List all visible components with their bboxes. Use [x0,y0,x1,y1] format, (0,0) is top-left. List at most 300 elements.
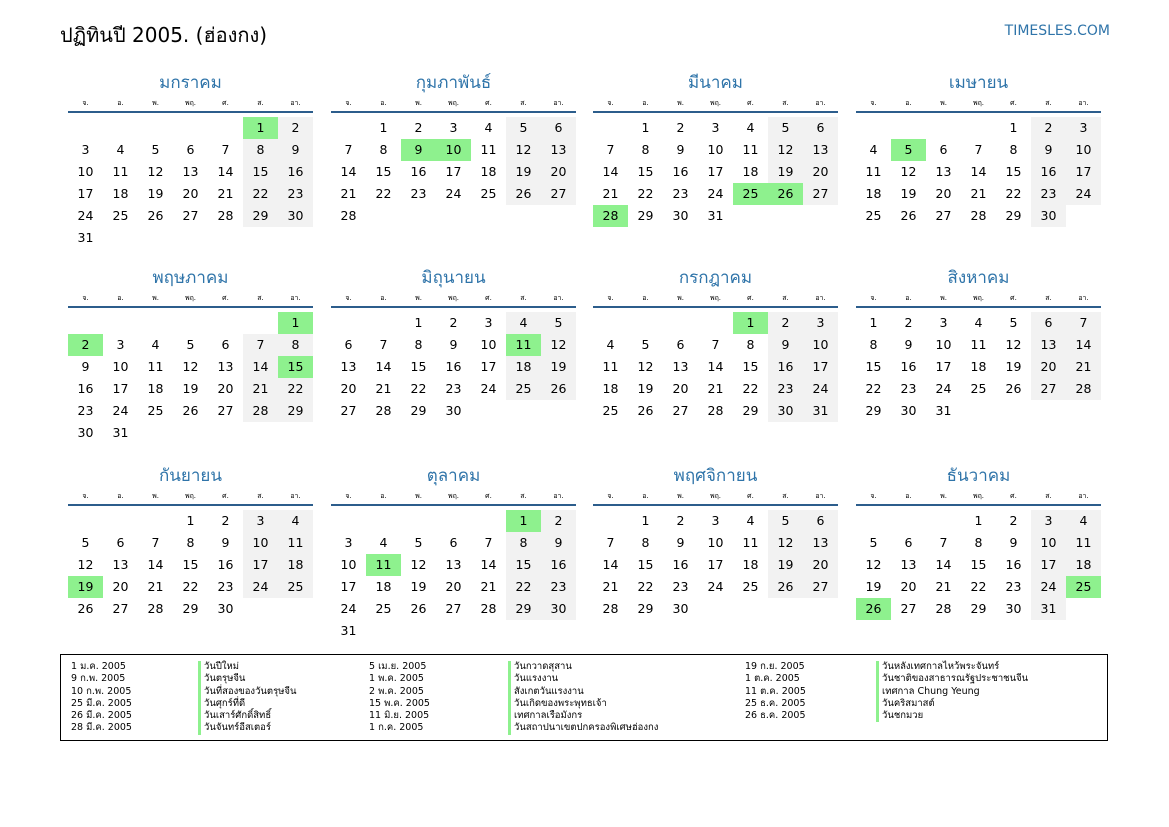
empty-day-cell [138,227,173,249]
weekday-label: ส. [1045,99,1052,107]
week-row [856,532,1101,554]
day-cell: 21 [935,579,952,594]
empty-day-cell [331,510,366,532]
day-cell: 3 [484,315,493,330]
legend-holiday-name: วันเสาร์ศักดิ์สิทธิ์ [198,710,297,722]
day-cell: 6 [116,535,125,550]
empty-day-cell [541,400,576,422]
empty-day-cell [856,117,891,139]
weekend-day-cell: 28 [243,400,278,422]
legend-date: 11 มิ.ย. 2005 [369,710,430,722]
weekday-label: ศ. [1010,99,1017,107]
day-cell: 3 [116,337,125,352]
day-cell: 27 [182,208,199,223]
weekday-label: อ. [380,294,387,302]
day-cell: 13 [182,164,199,179]
weekend-day-cell: 13 [803,139,838,161]
holiday-day-cell: 15 [278,356,313,378]
month-block [856,70,1101,227]
day-cell: 17 [935,359,952,374]
weekend-day-cell: 2 [541,510,576,532]
week-row [68,598,313,620]
day-cell: 18 [970,359,987,374]
day-cell: 18 [602,381,619,396]
empty-day-cell [103,312,138,334]
week-row [68,576,313,598]
weekday-label: พ. [677,294,684,302]
day-cell: 28 [147,601,164,616]
weekday-label: พ. [415,294,422,302]
weekend-day-cell: 29 [278,400,313,422]
day-cell: 3 [711,120,720,135]
day-cell: 28 [707,403,724,418]
weekday-label: จ. [82,492,89,500]
day-cell: 24 [707,579,724,594]
weekday-label: ศ. [1010,492,1017,500]
empty-day-cell [733,598,768,620]
day-cell: 17 [112,381,129,396]
empty-day-cell [366,510,401,532]
weekday-label: ศ. [485,492,492,500]
day-cell: 8 [746,337,755,352]
day-cell: 22 [637,579,654,594]
weekend-day-cell: 7 [1066,312,1101,334]
empty-day-cell [366,312,401,334]
weekday-label: พ. [940,294,947,302]
weekend-day-cell: 30 [541,598,576,620]
day-cell: 21 [340,186,357,201]
empty-day-cell [138,510,173,532]
week-row [331,356,576,378]
weekend-day-cell: 5 [541,312,576,334]
day-cell: 13 [340,359,357,374]
month-name: ตุลาคม [426,466,481,486]
month-block [593,265,838,422]
empty-day-cell [173,117,208,139]
day-cell: 26 [1005,381,1022,396]
day-cell: 12 [147,164,164,179]
day-cell: 21 [375,381,392,396]
day-cell: 20 [217,381,234,396]
week-row [856,378,1101,400]
empty-day-cell [506,400,541,422]
weekend-day-cell: 12 [506,139,541,161]
holiday-day-cell: 10 [436,139,471,161]
week-row [593,334,838,356]
empty-day-cell [733,205,768,227]
holiday-day-cell: 28 [593,205,628,227]
day-cell: 11 [742,142,759,157]
empty-day-cell [278,227,313,249]
weekend-day-cell: 17 [1066,161,1101,183]
day-cell: 12 [77,557,94,572]
week-row [593,312,838,334]
weekend-day-cell: 27 [1031,378,1066,400]
weekend-day-cell: 19 [541,356,576,378]
weekend-day-cell: 9 [278,139,313,161]
empty-day-cell [103,227,138,249]
weekend-day-cell: 12 [768,532,803,554]
empty-day-cell [698,598,733,620]
weekday-label: พฤ. [184,294,197,302]
day-cell: 20 [182,186,199,201]
legend-holiday-name: วันชกมวย [876,710,1028,722]
day-cell: 16 [1005,557,1022,572]
weekday-label: ศ. [747,294,754,302]
weekday-label: จ. [607,99,614,107]
empty-day-cell [401,205,436,227]
weekday-label: อา. [815,492,826,500]
empty-day-cell [926,510,961,532]
weekday-label: อ. [380,99,387,107]
day-cell: 12 [865,557,882,572]
day-cell: 4 [151,337,160,352]
week-row [68,161,313,183]
day-cell: 14 [147,557,164,572]
empty-day-cell [436,510,471,532]
holiday-day-cell: 1 [243,117,278,139]
weekday-label: พฤ. [184,99,197,107]
month-block [856,463,1101,620]
weekday-label: พฤ. [972,99,985,107]
month-block [856,265,1101,422]
weekday-label: จ. [870,294,877,302]
day-cell: 24 [480,381,497,396]
day-cell: 24 [112,403,129,418]
weekday-label: พฤ. [184,492,197,500]
weekend-day-cell: 11 [278,532,313,554]
legend-holiday-name: วันเกิดของพระพุทธเจ้า [508,698,658,710]
empty-day-cell [331,117,366,139]
empty-day-cell [471,205,506,227]
legend-holiday-name: วันแรงงาน [508,673,658,685]
weekend-day-cell: 5 [768,510,803,532]
day-cell: 27 [935,208,952,223]
weekend-day-cell: 17 [1031,554,1066,576]
week-row [856,312,1101,334]
day-cell: 4 [746,513,755,528]
day-cell: 25 [112,208,129,223]
week-row [68,227,313,249]
day-cell: 14 [340,164,357,179]
legend-holiday-name: วันตรุษจีน [198,673,297,685]
week-row [68,205,313,227]
day-cell: 23 [77,403,94,418]
empty-day-cell [803,205,838,227]
day-cell: 27 [340,403,357,418]
weekend-day-cell: 30 [1031,205,1066,227]
holiday-day-cell: 26 [856,598,891,620]
weekday-label: ส. [257,99,264,107]
day-cell: 26 [900,208,917,223]
week-row [68,554,313,576]
weekend-day-cell: 9 [1031,139,1066,161]
legend-date: 25 มี.ค. 2005 [71,697,132,709]
day-cell: 29 [637,601,654,616]
day-cell: 30 [217,601,234,616]
weekday-label: อ. [642,99,649,107]
weekday-label: พ. [415,492,422,500]
week-row [856,356,1101,378]
day-cell: 25 [375,601,392,616]
holiday-day-cell: 25 [1066,576,1101,598]
day-cell: 27 [112,601,129,616]
empty-day-cell [366,620,401,642]
weekday-label: อา. [1078,294,1089,302]
day-cell: 12 [1005,337,1022,352]
weekday-label: ส. [782,99,789,107]
holiday-day-cell: 1 [506,510,541,532]
empty-day-cell [698,312,733,334]
day-cell: 17 [340,579,357,594]
day-cell: 28 [935,601,952,616]
week-row [593,356,838,378]
day-cell: 22 [1005,186,1022,201]
day-cell: 7 [606,535,615,550]
empty-day-cell [103,117,138,139]
day-cell: 28 [970,208,987,223]
day-cell: 24 [340,601,357,616]
weekend-day-cell: 12 [768,139,803,161]
weekday-label: ศ. [747,492,754,500]
day-cell: 5 [81,535,90,550]
weekend-day-cell: 3 [1031,510,1066,532]
week-row [68,400,313,422]
weekend-day-cell: 20 [803,554,838,576]
day-cell: 30 [1005,601,1022,616]
legend-date: 10 ก.พ. 2005 [71,685,132,697]
legend-holiday-name: วันสถาปนาเขตปกครองพิเศษฮ่องกง [508,722,658,734]
weekend-day-cell: 26 [506,183,541,205]
day-cell: 9 [1009,535,1018,550]
empty-day-cell [996,400,1031,422]
day-cell: 18 [375,579,392,594]
legend-holiday-name: สังเกตวันแรงงาน [508,686,658,698]
weekday-label: พ. [152,99,159,107]
legend-date: 9 ก.พ. 2005 [71,673,126,685]
day-cell: 4 [379,535,388,550]
day-cell: 14 [602,164,619,179]
weekend-day-cell: 20 [541,161,576,183]
weekday-label: พ. [677,492,684,500]
empty-day-cell [926,117,961,139]
weekend-day-cell: 9 [541,532,576,554]
empty-day-cell [891,510,926,532]
day-cell: 11 [602,359,619,374]
day-cell: 14 [970,164,987,179]
week-row [593,378,838,400]
week-row [331,400,576,422]
weekend-day-cell: 6 [803,117,838,139]
empty-day-cell [138,422,173,444]
day-cell: 23 [410,186,427,201]
weekday-label: อ. [380,492,387,500]
day-cell: 22 [637,186,654,201]
day-cell: 1 [869,315,878,330]
week-row [68,334,313,356]
weekday-label: ส. [782,294,789,302]
weekday-label: พฤ. [709,99,722,107]
day-cell: 7 [939,535,948,550]
day-cell: 16 [672,164,689,179]
day-cell: 3 [81,142,90,157]
day-cell: 15 [637,557,654,572]
day-cell: 9 [676,142,685,157]
empty-day-cell [278,598,313,620]
day-cell: 17 [480,359,497,374]
empty-day-cell [103,510,138,532]
day-cell: 14 [480,557,497,572]
week-row [68,312,313,334]
day-cell: 18 [147,381,164,396]
day-cell: 20 [900,579,917,594]
legend-holiday-name: วันจันทร์อีสเตอร์ [198,722,297,734]
day-cell: 14 [217,164,234,179]
day-cell: 2 [449,315,458,330]
weekday-label: อา. [290,99,301,107]
weekday-header [856,489,1101,506]
weekday-label: อ. [117,294,124,302]
weekday-label: อ. [642,294,649,302]
day-cell: 26 [410,601,427,616]
empty-day-cell [471,510,506,532]
weekend-day-cell: 6 [541,117,576,139]
month-name: กรกฎาคม [678,268,753,288]
day-cell: 18 [480,164,497,179]
day-cell: 28 [217,208,234,223]
weekend-day-cell: 29 [243,205,278,227]
day-cell: 4 [606,337,615,352]
week-row [856,400,1101,422]
month-name: พฤษภาคม [152,268,229,288]
day-cell: 14 [707,359,724,374]
day-cell: 1 [641,120,650,135]
weekend-day-cell: 13 [1031,334,1066,356]
weekend-day-cell: 23 [278,183,313,205]
day-cell: 31 [935,403,952,418]
month-name: มกราคม [159,73,222,93]
day-cell: 22 [410,381,427,396]
site-link[interactable]: TIMESLES.COM [1004,23,1110,39]
weekend-day-cell: 7 [243,334,278,356]
day-cell: 25 [480,186,497,201]
day-cell: 9 [904,337,913,352]
legend-holiday-name: วันกวาดสุสาน [508,661,658,673]
day-cell: 15 [182,557,199,572]
day-cell: 22 [182,579,199,594]
weekend-day-cell: 2 [278,117,313,139]
day-cell: 11 [865,164,882,179]
day-cell: 13 [935,164,952,179]
weekday-label: พ. [677,99,684,107]
week-row [68,532,313,554]
weekend-day-cell: 27 [803,576,838,598]
holiday-day-cell: 5 [891,139,926,161]
day-cell: 10 [480,337,497,352]
weekday-label: พฤ. [709,492,722,500]
empty-day-cell [208,422,243,444]
empty-day-cell [436,620,471,642]
weekend-day-cell: 8 [506,532,541,554]
day-cell: 11 [147,359,164,374]
week-row [856,576,1101,598]
holiday-day-cell: 11 [506,334,541,356]
legend-holiday-name: วันคริสมาสต์ [876,698,1028,710]
empty-day-cell [173,227,208,249]
weekday-label: ศ. [485,99,492,107]
month-block [331,70,576,227]
day-cell: 17 [707,164,724,179]
day-cell: 26 [182,403,199,418]
day-cell: 21 [970,186,987,201]
month-name: มีนาคม [688,73,743,93]
weekday-label: ส. [257,492,264,500]
empty-day-cell [138,117,173,139]
weekday-header [68,489,313,506]
weekend-day-cell: 26 [768,576,803,598]
day-cell: 1 [379,120,388,135]
day-cell: 16 [900,359,917,374]
day-cell: 7 [974,142,983,157]
weekend-day-cell: 6 [803,510,838,532]
day-cell: 3 [939,315,948,330]
legend-date: 25 ธ.ค. 2005 [745,697,806,709]
day-cell: 5 [414,535,423,550]
day-cell: 23 [217,579,234,594]
day-cell: 21 [217,186,234,201]
day-cell: 13 [217,359,234,374]
weekday-label: อา. [1078,99,1089,107]
empty-day-cell [243,227,278,249]
weekday-label: ศ. [222,492,229,500]
day-cell: 19 [900,186,917,201]
empty-day-cell [663,312,698,334]
week-row [68,139,313,161]
legend-name-column [876,661,1028,722]
weekend-day-cell: 25 [278,576,313,598]
weekend-day-cell: 8 [243,139,278,161]
weekend-day-cell: 30 [768,400,803,422]
day-cell: 27 [900,601,917,616]
empty-day-cell [436,205,471,227]
empty-day-cell [891,117,926,139]
day-cell: 26 [77,601,94,616]
weekend-day-cell: 18 [506,356,541,378]
weekday-label: พฤ. [447,99,460,107]
weekend-day-cell: 2 [768,312,803,334]
week-row [331,334,576,356]
day-cell: 5 [186,337,195,352]
holiday-day-cell: 11 [366,554,401,576]
legend-holiday-name: วันศุกร์ที่ดี [198,698,297,710]
weekend-day-cell: 24 [243,576,278,598]
week-row [68,356,313,378]
weekday-label: อา. [553,99,564,107]
day-cell: 20 [112,579,129,594]
day-cell: 2 [676,513,685,528]
weekend-day-cell: 15 [243,161,278,183]
weekend-day-cell: 2 [1031,117,1066,139]
week-row [856,117,1101,139]
weekend-day-cell: 13 [541,139,576,161]
week-row [593,205,838,227]
month-block [331,265,576,422]
day-cell: 25 [865,208,882,223]
day-cell: 18 [742,557,759,572]
legend-date: 28 มี.ค. 2005 [71,722,132,734]
weekend-day-cell: 28 [1066,378,1101,400]
day-cell: 13 [900,557,917,572]
